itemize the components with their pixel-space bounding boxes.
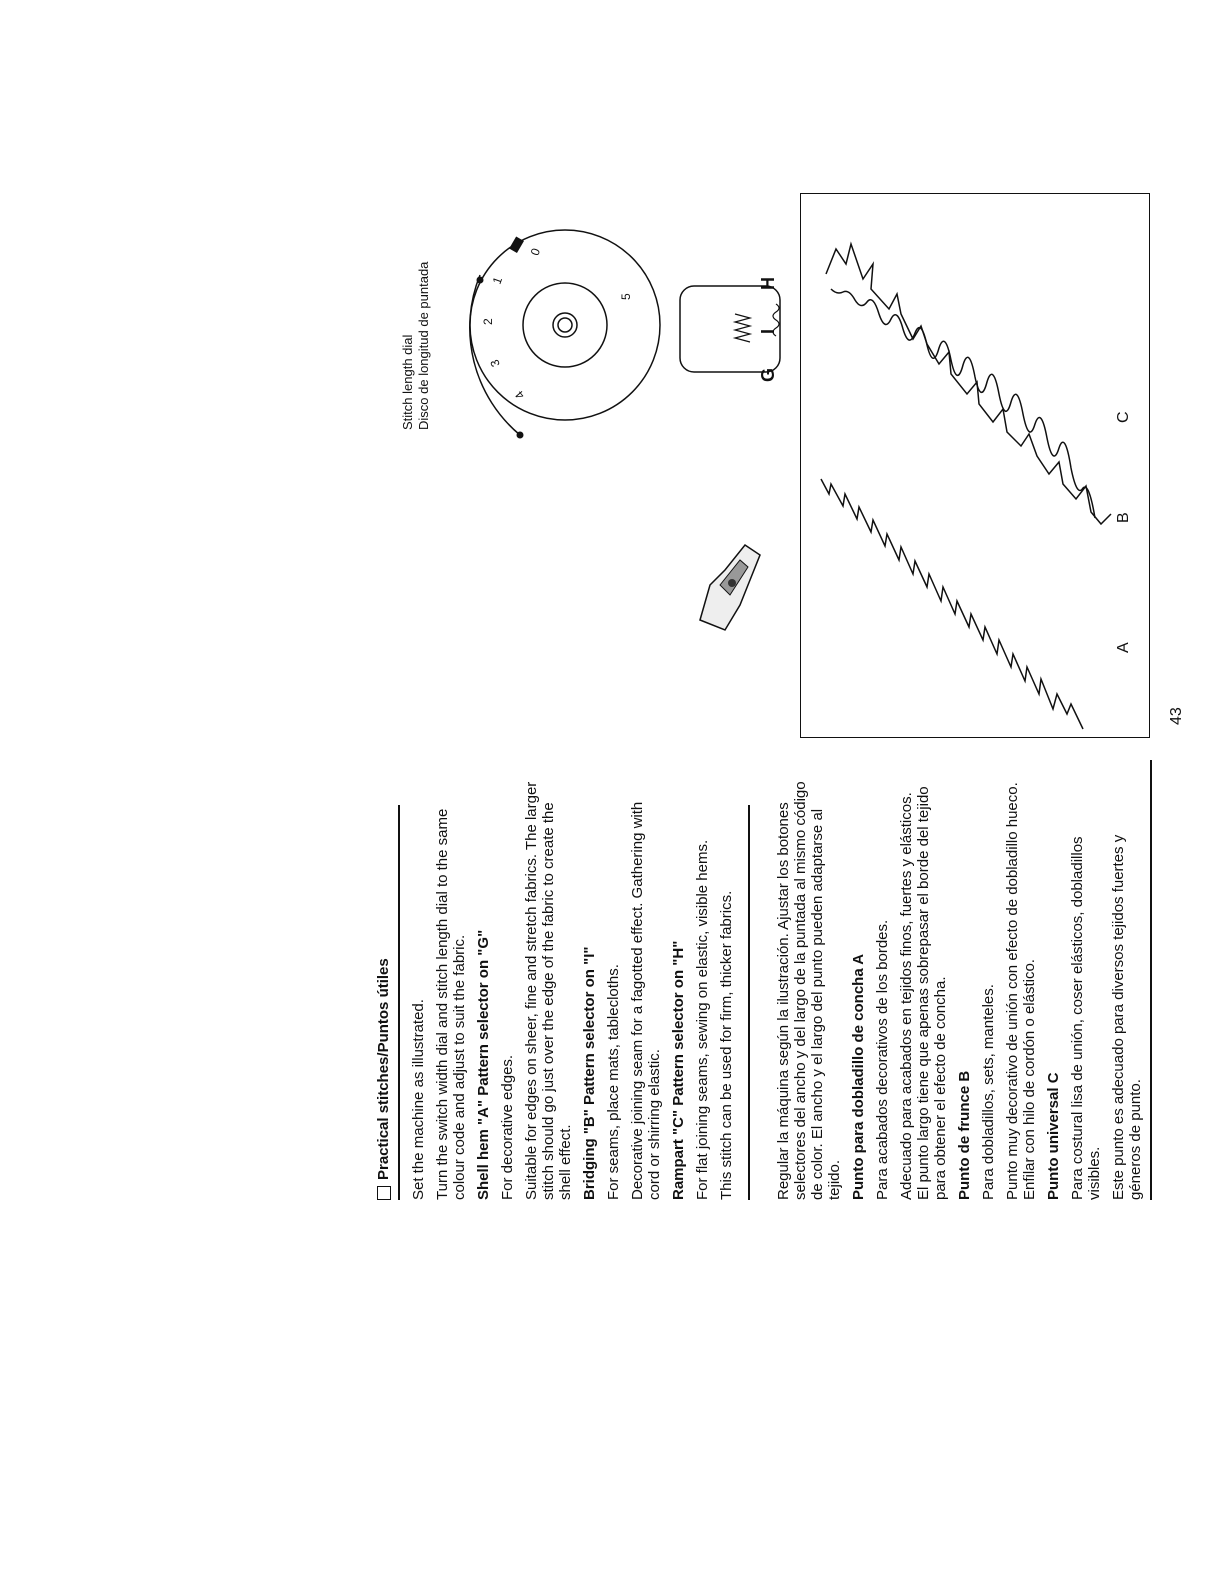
stitch-sample-b — [831, 289, 1095, 518]
sample-label-a: A — [1115, 642, 1132, 653]
dial-number-3: 3 — [487, 357, 503, 369]
presser-foot-icon — [690, 525, 770, 640]
sample-label-c: C — [1115, 411, 1132, 423]
dial-number-0: 0 — [527, 246, 544, 258]
selector-letter-i: I — [758, 328, 778, 334]
divider-bottom — [1150, 760, 1152, 1200]
universal-desc-es: Para costural lisa de unión, coser elásticos, dobladillos visibles. — [1069, 836, 1103, 1200]
text-column — [375, 780, 735, 1200]
stitch-length-dial — [440, 220, 700, 450]
stitch-samples — [801, 194, 1149, 737]
bridging-title: Bridging "B" Pattern selector on "I" — [581, 946, 598, 1200]
pattern-selector — [676, 258, 786, 398]
dial-label — [400, 190, 432, 430]
universal-detail-es: Este punto es adecuado para diversos tejidos fuertes y géneros de punto. — [1110, 834, 1144, 1200]
shell-hem-desc: For decorative edges. — [499, 1054, 516, 1200]
page-number: 43 — [1168, 707, 1185, 725]
english-instruction: Turn the switch width dial and stitch length dial to the same colour code and adjust to suit the fabric. — [434, 808, 468, 1200]
bridging-desc: For seams, place mats, tablecloths. — [605, 964, 622, 1200]
bridging-detail-es: Punto muy decorativo de unión con efecto de dobladillo hueco. Enfilar con hilo de cordón o elástico. — [1004, 782, 1038, 1200]
spanish-column — [775, 780, 1144, 1200]
bridging-desc-es: Para dobladillos, sets, manteles. — [980, 984, 997, 1200]
checkbox-icon — [377, 1186, 391, 1200]
universal-title-es: Punto universal C — [1045, 1072, 1062, 1200]
dial-label-es: Disco de longitud de puntada — [416, 261, 431, 430]
section-heading — [375, 780, 392, 1200]
divider-middle — [748, 805, 750, 1200]
rampart-desc: For flat joining seams, sewing on elastic, visible hems. — [694, 839, 711, 1200]
dial-number-4: 4 — [512, 387, 528, 403]
stitch-sample-a — [821, 479, 1083, 729]
shell-desc-es: Para acabados decorativos de los bordes. — [874, 919, 891, 1200]
dial-number-1: 1 — [489, 274, 506, 287]
divider-top — [398, 805, 400, 1200]
english-intro: Set the machine as illustrated. — [410, 999, 427, 1200]
sample-label-b: B — [1115, 512, 1132, 523]
rampart-title: Rampart "C" Pattern selector on "H" — [670, 940, 687, 1200]
dial-label-en: Stitch length dial — [400, 334, 415, 430]
stitch-sample-c — [826, 244, 1111, 524]
shell-hem-title: Shell hem "A" Pattern selector on "G" — [475, 929, 492, 1200]
shell-hem-detail: Suitable for edges on sheer, fine and stretch fabrics. The larger stitch should go just over the edge of the fabric to create the shell effect. — [523, 781, 574, 1200]
shell-detail-es: Adecuado para acabados en tejidos finos, fuertes y elásticos. El punto largo tiene que apenas sobrepasar el borde del tejido para obtener el efecto de concha. — [898, 786, 949, 1200]
shell-title-es: Punto para dobladillo de concha A — [850, 953, 867, 1200]
dial-number-2: 2 — [481, 318, 495, 325]
bridging-title-es: Punto de frunce B — [956, 1070, 973, 1200]
selector-letter-g: G — [758, 367, 778, 382]
heading-text: Practical stitches/Puntos útiles — [375, 958, 392, 1180]
stitch-samples-box — [800, 193, 1150, 738]
dial-number-5: 5 — [619, 293, 633, 300]
rampart-detail: This stitch can be used for firm, thicker fabrics. — [718, 890, 735, 1200]
selector-letter-h: H — [758, 277, 778, 290]
spanish-intro: Regular la máquina según la ilustración. Ajustar los botones selectores del ancho y del largo de la puntada al mismo código de color. El ancho y el largo del punto pueden adaptarse al tejido. — [775, 781, 843, 1200]
bridging-detail: Decorative joining seam for a fagotted effect. Gathering with cord or shirring elastic. — [629, 801, 663, 1200]
